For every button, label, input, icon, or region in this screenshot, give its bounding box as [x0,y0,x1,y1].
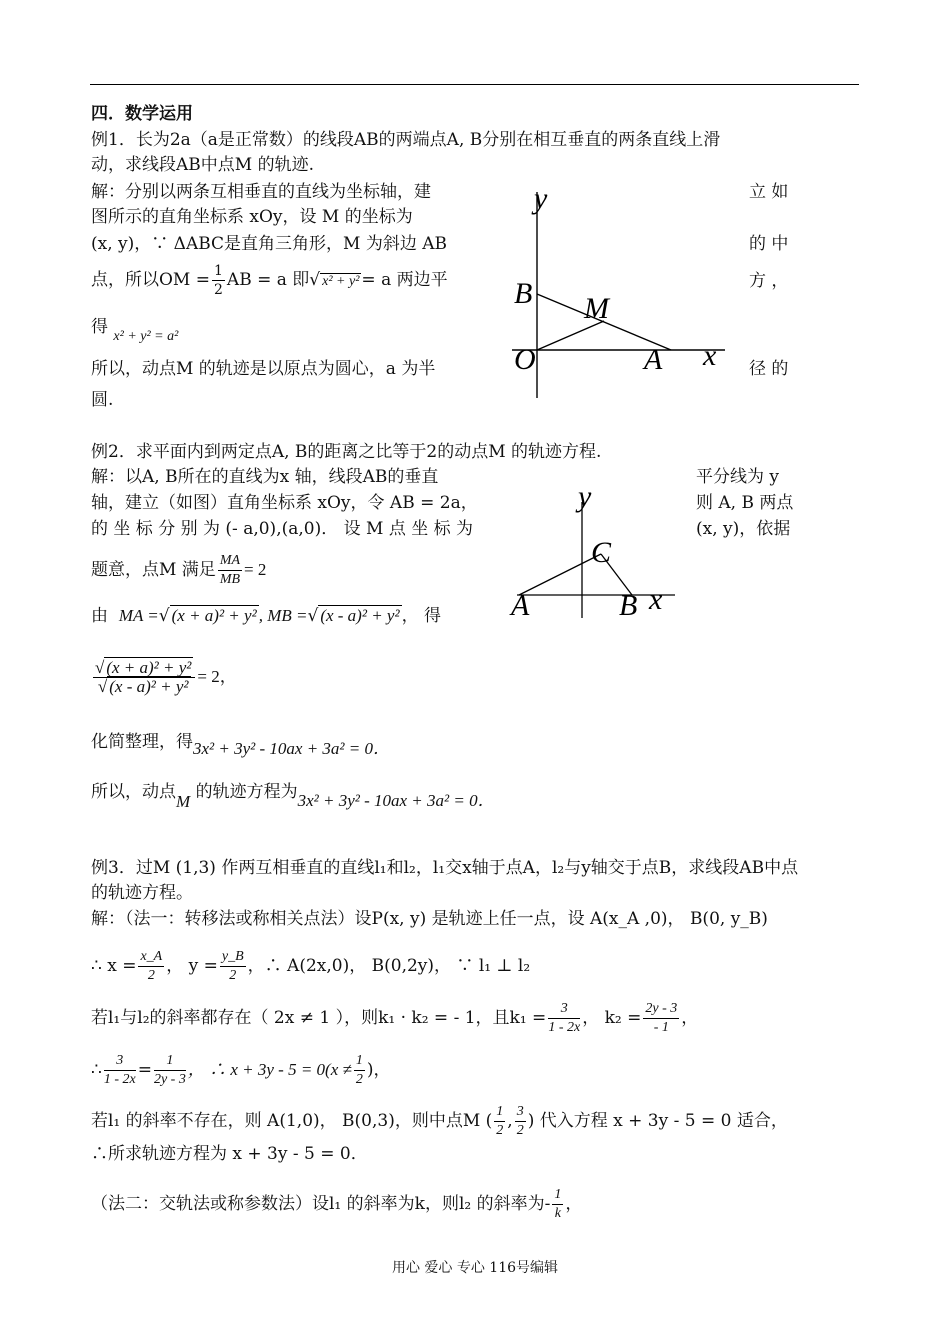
ex3-line-6-d: )， [366,1060,391,1080]
ex2-line-1: 例2．求平面内到两定点A, B的距离之比等于2的动点M 的轨迹方程. [91,442,602,462]
ex3-line-7-b: ) 代入方程 x + 3y - 5 = 0 适合， [527,1111,788,1131]
ex3-line-5 [91,1000,698,1037]
ex3-line-3: 解：（法一：转移法或称相关点法）设P(x, y) 是轨迹上任一点，设 A(x_A ,0)， B(0, y_B) [91,909,768,929]
ex1-line-1: 例1．长为2a（a是正常数）的线段AB的两端点A, B分别在相互垂直的两条直线上滑 [91,130,721,150]
ex3-line-5-a: 若l₁与l₂的斜率都存在（ 2x ≠ 1 ），则k₁ · k₂ = - 1，且k₁ = [91,1008,547,1028]
figure-1-coordinate-diagram [500,180,735,405]
neg-reciprocal-num: 1 [552,1186,563,1205]
ex2-line-4: 的 坐 标 分 别 为 (- a,0),(a,0)． 设 M 点 坐 标 为 [91,519,474,539]
ex3-line-5-b: ， k₂ = [582,1008,642,1028]
ma-over-mb-fraction [218,552,242,589]
ex3-line-4-b: ， y = [166,956,218,976]
ex2-line-8 [91,731,391,758]
sqrt-radicand: x² + y² [322,274,360,289]
ex3-line-6-a: ∴ [91,1060,102,1080]
fig1-label-o: O [514,343,536,376]
one-half-num: 1 [214,263,223,279]
ex1-line-3: 解：分别以两条互相垂直的直线为坐标轴，建 [91,182,431,202]
fig1-label-m: M [584,292,609,325]
ratio-fraction [93,659,195,696]
ex2-line-6-d: , MB = [258,606,308,625]
ex1-line-9: 圆. [91,390,114,410]
yb-over-2-fraction [220,948,246,985]
half-cond-num: 1 [354,1052,365,1071]
ex1-line-6-right: 方 ， [749,271,789,291]
ex3-line-7-a: 若l₁ 的斜率不存在，则 A(1,0)， B(0,3)，则中点M ( [91,1111,493,1131]
ex2-line-7 [91,659,237,696]
neg-reciprocal-fraction [552,1186,563,1223]
ex2-line-3: 轴，建立（如图）直角坐标系 xOy，令 AB = 2a， [91,493,478,513]
ex3-line-6-b: = [137,1060,152,1080]
mb-den: MB [219,572,241,587]
ex2-line-3-right: 则 A, B 两点 [696,493,794,513]
rhs-num: 1 [154,1052,186,1071]
yb-den: 2 [229,968,237,983]
k1-den: 1 - 2x [548,1020,581,1035]
ex2-line-7-b: = 2， [197,667,237,686]
ratio-den-radicand: (x - a)² + y² [109,677,189,696]
rhs-den: 2y - 3 [153,1072,186,1087]
ex2-line-6-f: ， 得 [401,606,441,626]
ex3-line-7: 若l₁ 的斜率不存在，则 A(1,0)， B(0,3)，则中点M ( $\frac{1}{2}$ , $\frac{3}{2}$ ) 代入方程 x + 3y - 5 = 0 适合， [91,1104,788,1138]
mid-x-fraction [494,1103,505,1140]
fig2-label-b: B [619,589,638,622]
ex2-line-6-a: 由 [91,606,108,626]
xa-over-2-fraction [138,948,164,985]
fig2-label-a: A [511,589,530,622]
fig1-label-y: y [534,182,548,215]
trajectory-equation: 3x² + 3y² - 10ax + 3a² = 0． [297,791,495,810]
sqrt-ma-radicand: (x + a)² + y² [171,606,257,625]
ratio-num-radicand: (x + a)² + y² [106,658,192,677]
ex1-line-4: 图所示的直角坐标系 xOy，设 M 的坐标为 [91,207,413,227]
yb-num: y_B [220,948,246,967]
ex3-line-5-c: ， [681,1008,699,1028]
simplified-equation: 3x² + 3y² - 10ax + 3a² = 0． [193,739,391,758]
ex3-line-6-c: ， ∴ x + 3y - 5 = 0(x ≠ [187,1060,352,1079]
ex1-line-6-d: = a 两边平 [361,270,448,290]
ex1-line-2: 动，求线段AB中点M 的轨迹. [91,155,314,175]
ex3-line-1: 例3．过M (1,3) 作两互相垂直的直线l₁和l₂，l₁交x轴于点A，l₂与y轴交于点B，求线段AB中点 [91,858,799,878]
ex2-line-6-b: MA = [118,606,159,625]
ex2-line-6 [91,605,441,627]
mid-y-num: 3 [515,1103,526,1122]
ex1-line-7-a: 得 [91,317,108,337]
ex3-line-6 [91,1052,390,1089]
ex3-line-4-c: ，∴ A(2x,0)， B(0,2y)， ∵ l₁ ⊥ l₂ [247,956,531,976]
ex1-line-7 [91,316,179,344]
header-rule [90,84,859,85]
ex1-line-5-right: 的 中 [749,234,789,254]
one-half-den: 2 [214,282,223,298]
mid-y-fraction [515,1103,526,1140]
ex1-line-5: (x, y)，∵ ΔABC是直角三角形，M 为斜边 AB [91,234,448,254]
k1-fraction [548,1000,580,1037]
circle-equation: x² + y² = a² [113,329,179,344]
section-title: 四．数学运用 [91,104,193,124]
figure-2-triangle-diagram [505,478,690,623]
ex3-line-9-a: （法二：交轨法或称参数法）设l₁ 的斜率为k，则l₂ 的斜率为- [91,1194,551,1214]
ex3-line-9-b: ， [565,1194,583,1214]
ex2-line-4-right: (x, y)，依据 [696,519,791,539]
fig1-label-b: B [514,277,533,310]
ex2-line-8-a: 化简整理，得 [91,732,193,752]
ex2-line-5 [91,552,266,589]
ex1-line-3-right: 立 如 [749,182,789,202]
rhs-fraction [154,1052,186,1089]
ex2-line-5-a: 题意，点M 满足 [91,560,216,580]
ex3-line-4-a: ∴ x = [91,956,137,976]
half-condition-fraction [354,1052,365,1089]
ex3-line-9 [91,1186,582,1223]
ex1-line-8: 所以，动点M 的轨迹是以原点为圆心，a 为半 [91,359,436,379]
k2-den: - 1 [653,1020,669,1035]
sqrt-mb-radicand: (x - a)² + y² [320,606,400,625]
ex1-line-6 [91,262,448,299]
fig1-label-x: x [703,339,717,372]
ex3-line-4 [91,948,530,985]
mid-y-den: 2 [516,1123,524,1138]
ex2-line-9-a: 所以，动点 [91,782,176,802]
xa-den: 2 [147,968,155,983]
page-footer: 用心 爱心 专心 116号编辑 [391,1260,559,1276]
ex2-line-2: 解：以A, B所在的直线为x 轴，线段AB的垂直 [91,467,439,487]
half-cond-den: 2 [355,1072,363,1087]
fig1-segment-om [537,321,604,350]
fig2-label-x: x [649,583,663,616]
fig2-label-c: C [591,536,612,569]
lhs-den: 1 - 2x [103,1072,136,1087]
sqrt-mb: √ (x - a)² + y² [307,606,400,626]
ex2-line-5-b: = 2 [244,560,267,579]
k2-fraction [643,1000,679,1037]
one-half-fraction [212,262,225,299]
ex1-line-8-right: 径 的 [749,359,789,379]
sqrt-ma: √ (x + a)² + y² [158,606,257,626]
ex2-line-9 [91,781,495,811]
fig2-label-y: y [578,480,592,513]
xa-num: x_A [138,948,164,967]
ex3-line-8: ∴所求轨迹方程为 x + 3y - 5 = 0． [91,1144,368,1164]
ex1-line-6-a: 点，所以OM = [91,270,210,290]
ex2-line-9-b: 的轨迹方程为 [195,782,298,802]
ex2-line-9-m: M [176,792,191,811]
lhs-num: 3 [104,1052,136,1071]
mid-x-den: 2 [496,1123,504,1138]
ratio-num: √ (x + a)² + y² [93,659,195,678]
fig1-label-a: A [644,343,663,376]
ex2-line-2-right: 平分线为 y [696,467,780,487]
neg-reciprocal-den: k [554,1206,561,1221]
lhs-fraction [104,1052,136,1089]
k1-num: 3 [548,1000,580,1019]
fig2-segment-ac [519,554,601,595]
sqrt-expression: √ x² + y² [309,270,360,290]
k2-num: 2y - 3 [643,1000,679,1019]
mid-x-num: 1 [494,1103,505,1122]
ex3-line-2: 的轨迹方程。 [91,883,193,903]
ex1-line-6-b: AB = a 即 [226,270,310,290]
ratio-den: √ (x - a)² + y² [97,677,189,696]
ma-num: MA [218,552,242,571]
